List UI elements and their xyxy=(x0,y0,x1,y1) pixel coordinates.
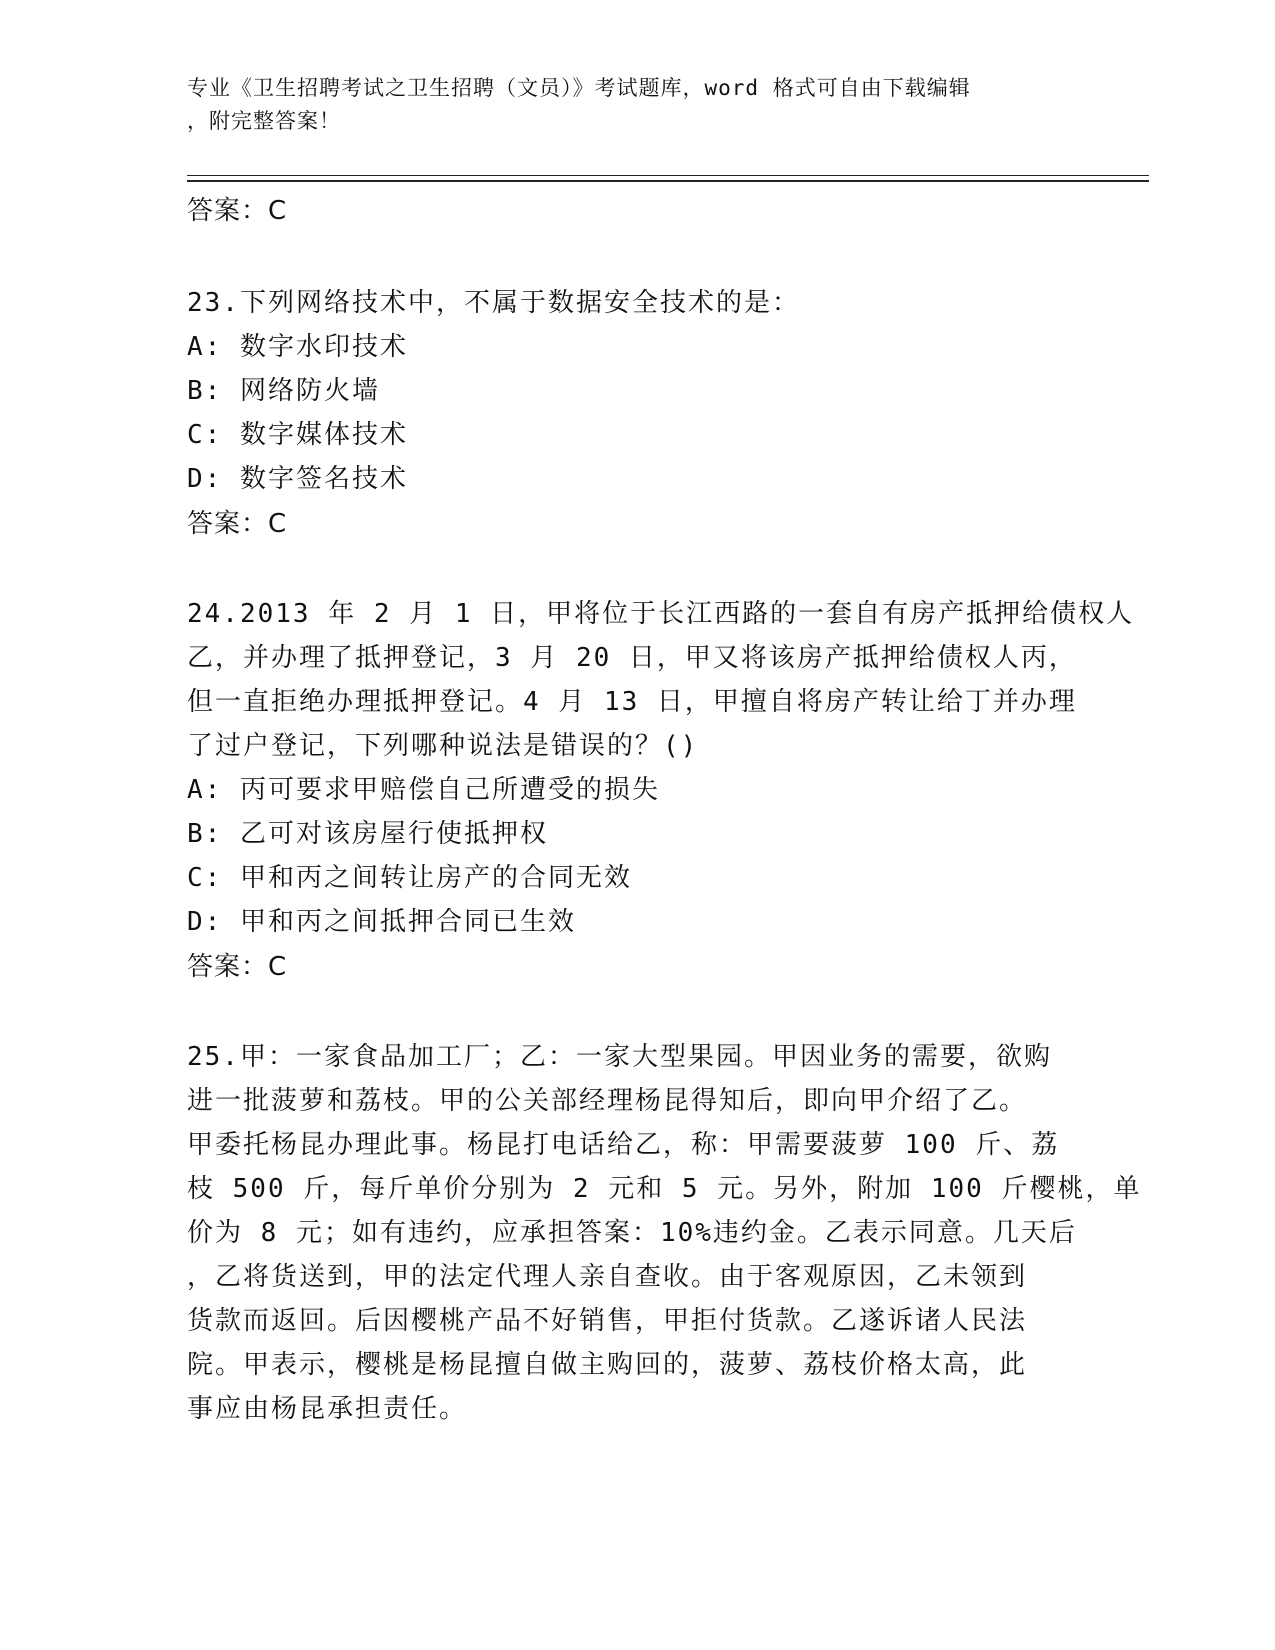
question-25-stem-line: 25.甲：一家食品加工厂；乙：一家大型果园。甲因业务的需要，欲购 xyxy=(187,1042,1052,1072)
question-24-option-b: B: 乙可对该房屋行使抵押权 xyxy=(187,819,548,849)
header-rule-thick xyxy=(187,180,1149,182)
answer-23: 答案：C xyxy=(187,509,288,539)
question-23-option-a: A: 数字水印技术 xyxy=(187,332,408,362)
header-line-1: 专业《卫生招聘考试之卫生招聘（文员）》考试题库，word 格式可自由下载编辑 xyxy=(187,76,971,100)
question-25-stem-line: 价为 8 元；如有违约，应承担答案：10%违约金。乙表示同意。几天后 xyxy=(187,1218,1077,1248)
question-23-stem: 23.下列网络技术中，不属于数据安全技术的是： xyxy=(187,288,800,318)
document-header xyxy=(187,72,1067,138)
question-24-option-a: A: 丙可要求甲赔偿自己所遭受的损失 xyxy=(187,775,660,805)
answer-22: 答案：C xyxy=(187,196,288,226)
question-25-stem-line: ，乙将货送到，甲的法定代理人亲自查收。由于客观原因，乙未领到 xyxy=(187,1262,1028,1292)
question-25-stem-line: 货款而返回。后因樱桃产品不好销售，甲拒付货款。乙遂诉诸人民法 xyxy=(187,1306,1028,1336)
question-23-option-b: B: 网络防火墙 xyxy=(187,376,380,406)
question-23-option-c: C: 数字媒体技术 xyxy=(187,420,408,450)
header-rule-thin xyxy=(187,175,1149,176)
answer-24: 答案：C xyxy=(187,952,288,982)
question-25-stem-line: 甲委托杨昆办理此事。杨昆打电话给乙，称：甲需要菠萝 100 斤、荔 xyxy=(187,1130,1060,1160)
question-24-stem-line: 但一直拒绝办理抵押登记。4 月 13 日，甲擅自将房产转让给丁并办理 xyxy=(187,687,1077,717)
question-25-stem-line: 事应由杨昆承担责任。 xyxy=(187,1394,468,1424)
question-25-stem-line: 枝 500 斤，每斤单价分别为 2 元和 5 元。另外，附加 100 斤樱桃，单 xyxy=(187,1174,1142,1204)
question-25-stem-line: 院。甲表示，樱桃是杨昆擅自做主购回的，菠萝、荔枝价格太高，此 xyxy=(187,1350,1028,1380)
question-24-stem-line: 了过户登记，下列哪种说法是错误的？() xyxy=(187,731,699,761)
question-24-stem-line: 24.2013 年 2 月 1 日，甲将位于长江西路的一套自有房产抵押给债权人 xyxy=(187,599,1135,629)
question-24-option-d: D: 甲和丙之间抵押合同已生效 xyxy=(187,907,576,937)
question-24-option-c: C: 甲和丙之间转让房产的合同无效 xyxy=(187,863,632,893)
question-25-stem-line: 进一批菠萝和荔枝。甲的公关部经理杨昆得知后，即向甲介绍了乙。 xyxy=(187,1086,1028,1116)
header-line-2: ，附完整答案！ xyxy=(187,109,341,133)
question-24-stem-line: 乙，并办理了抵押登记，3 月 20 日，甲又将该房产抵押给债权人丙， xyxy=(187,643,1077,673)
question-23-option-d: D: 数字签名技术 xyxy=(187,464,408,494)
